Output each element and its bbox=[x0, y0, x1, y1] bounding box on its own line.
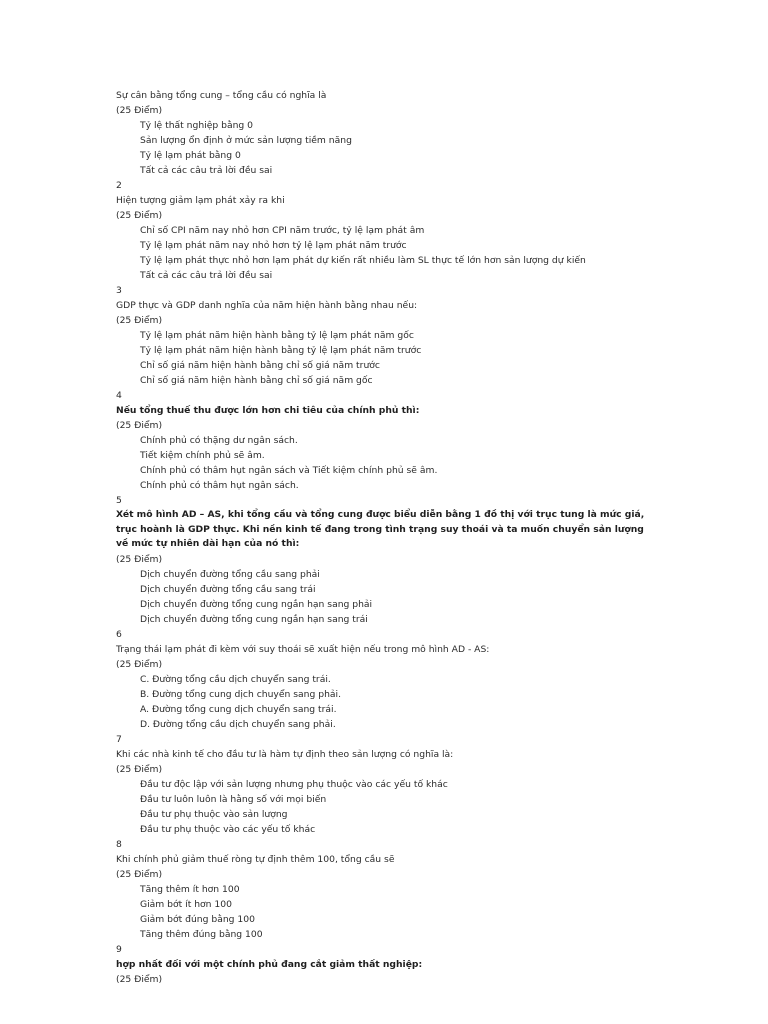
answer-option[interactable]: Chính phủ có thâm hụt ngân sách. bbox=[140, 480, 299, 491]
question-block bbox=[116, 942, 646, 987]
question-number: 4 bbox=[116, 390, 122, 401]
question-points: (25 Điểm) bbox=[116, 658, 163, 670]
answer-option[interactable]: Tỷ lệ lạm phát năm hiện hành bằng tỷ lệ lạm phát năm trước bbox=[140, 345, 422, 356]
answer-option[interactable]: Tỷ lệ lạm phát năm hiện hành bằng tỷ lệ lạm phát năm gốc bbox=[140, 330, 414, 341]
question-text: GDP thực và GDP danh nghĩa của năm hiện hành bằng nhau nếu: bbox=[116, 300, 418, 311]
question-block bbox=[116, 627, 646, 732]
question-text: Sự cân bằng tổng cung – tổng cầu có nghĩa là bbox=[116, 90, 327, 101]
answer-option[interactable]: Chỉ số CPI năm nay nhỏ hơn CPI năm trước, tỷ lệ lạm phát âm bbox=[140, 225, 425, 236]
question-points: (25 Điểm) bbox=[116, 315, 163, 326]
answer-option[interactable]: Tất cả các câu trả lời đều sai bbox=[140, 165, 273, 176]
question-block bbox=[116, 283, 646, 388]
answer-option[interactable]: Tăng thêm đúng bằng 100 bbox=[140, 928, 263, 940]
question-points: (25 Điểm) bbox=[116, 868, 163, 880]
question-number: 6 bbox=[116, 628, 122, 640]
question-number: 5 bbox=[116, 495, 122, 506]
question-number: 7 bbox=[116, 733, 122, 745]
answer-option[interactable]: Tăng thêm ít hơn 100 bbox=[140, 883, 240, 895]
answer-option[interactable]: Tỷ lệ lạm phát năm nay nhỏ hơn tỷ lệ lạm phát năm trước bbox=[140, 240, 407, 251]
answer-option[interactable]: Tỷ lệ thất nghiệp bằng 0 bbox=[140, 120, 253, 131]
question-text: Khi các nhà kinh tế cho đầu tư là hàm tự định theo sản lượng có nghĩa là: bbox=[116, 748, 454, 760]
answer-option[interactable]: Tỷ lệ lạm phát bằng 0 bbox=[140, 150, 241, 161]
answer-option[interactable]: Sản lượng ổn định ở mức sản lượng tiềm năng bbox=[140, 135, 352, 146]
answer-option[interactable]: Chỉ số giá năm hiện hành bằng chỉ số giá năm trước bbox=[140, 360, 380, 371]
question-number: 3 bbox=[116, 285, 122, 296]
question-block bbox=[116, 837, 646, 942]
answer-option[interactable]: Tiết kiệm chính phủ sẽ âm. bbox=[140, 450, 265, 461]
answer-option[interactable]: D. Đường tổng cầu dịch chuyển sang phải. bbox=[140, 718, 336, 730]
question-block bbox=[116, 493, 646, 627]
question-points: (25 Điểm) bbox=[116, 553, 163, 565]
question-points: (25 Điểm) bbox=[116, 105, 163, 116]
question-points: (25 Điểm) bbox=[116, 763, 163, 775]
question-number: 2 bbox=[116, 180, 122, 191]
answer-option[interactable]: Chỉ số giá năm hiện hành bằng chỉ số giá năm gốc bbox=[140, 375, 373, 386]
answer-option[interactable]: Đầu tư phụ thuộc vào sản lượng bbox=[140, 808, 288, 820]
answer-option[interactable]: Tất cả các câu trả lời đều sai bbox=[140, 270, 273, 281]
question-text: Hiện tượng giảm lạm phát xảy ra khi bbox=[116, 195, 285, 206]
answer-option[interactable]: Dịch chuyển đường tổng cầu sang phải bbox=[140, 568, 320, 580]
answer-option[interactable]: Chính phủ có thặng dư ngân sách. bbox=[140, 435, 298, 446]
question-points: (25 Điểm) bbox=[116, 210, 163, 221]
question-number: 9 bbox=[116, 943, 122, 955]
answer-option[interactable]: Đầu tư độc lập với sản lượng nhưng phụ thuộc vào các yếu tố khác bbox=[140, 778, 448, 790]
question-text: hợp nhất đối với một chính phủ đang cắt giảm thất nghiệp: bbox=[116, 958, 423, 970]
answer-option[interactable]: A. Đường tổng cung dịch chuyển sang trái. bbox=[140, 703, 337, 715]
answer-option[interactable]: Giảm bớt đúng bằng 100 bbox=[140, 913, 255, 925]
answer-option[interactable]: Tỷ lệ lạm phát thực nhỏ hơn lạm phát dự kiến rất nhiều làm SL thực tế lớn hơn sản lượng dự kiến bbox=[140, 255, 586, 266]
question-block bbox=[116, 178, 646, 283]
answer-option[interactable]: C. Đường tổng cầu dịch chuyển sang trái. bbox=[140, 673, 331, 685]
question-points: (25 Điểm) bbox=[116, 973, 163, 985]
quiz-document bbox=[116, 88, 646, 987]
answer-option[interactable]: Dịch chuyển đường tổng cung ngắn hạn sang trái bbox=[140, 613, 368, 625]
answer-option[interactable]: Dịch chuyển đường tổng cung ngắn hạn sang phải bbox=[140, 598, 373, 610]
answer-option[interactable]: B. Đường tổng cung dịch chuyển sang phải. bbox=[140, 688, 341, 700]
question-block bbox=[116, 88, 646, 178]
question-text: Xét mô hình AD – AS, khi tổng cầu và tổng cung được biểu diễn bằng 1 đồ thị với trục tung là mức giá, trục hoành là GDP thực. Khi nền kinh tế đang trong tình trạng suy thoái và ta muốn chuyển sản lượng về mức tự nhiên dài hạn của nó thì: bbox=[116, 509, 645, 549]
answer-option[interactable]: Đầu tư phụ thuộc vào các yếu tố khác bbox=[140, 823, 316, 835]
question-points: (25 Điểm) bbox=[116, 420, 163, 431]
question-text: Trạng thái lạm phát đi kèm với suy thoái sẽ xuất hiện nếu trong mô hình AD - AS: bbox=[116, 643, 490, 655]
answer-option[interactable]: Đầu tư luôn luôn là hằng số với mọi biến bbox=[140, 793, 327, 805]
question-block bbox=[116, 388, 646, 493]
question-number: 8 bbox=[116, 838, 122, 850]
question-text: Khi chính phủ giảm thuế ròng tự định thêm 100, tổng cầu sẽ bbox=[116, 853, 395, 865]
question-text: Nếu tổng thuế thu được lớn hơn chi tiêu của chính phủ thì: bbox=[116, 405, 420, 416]
answer-option[interactable]: Giảm bớt ít hơn 100 bbox=[140, 898, 232, 910]
question-block bbox=[116, 732, 646, 837]
answer-option[interactable]: Chính phủ có thâm hụt ngân sách và Tiết kiệm chính phủ sẽ âm. bbox=[140, 465, 438, 476]
answer-option[interactable]: Dịch chuyển đường tổng cầu sang trái bbox=[140, 583, 316, 595]
